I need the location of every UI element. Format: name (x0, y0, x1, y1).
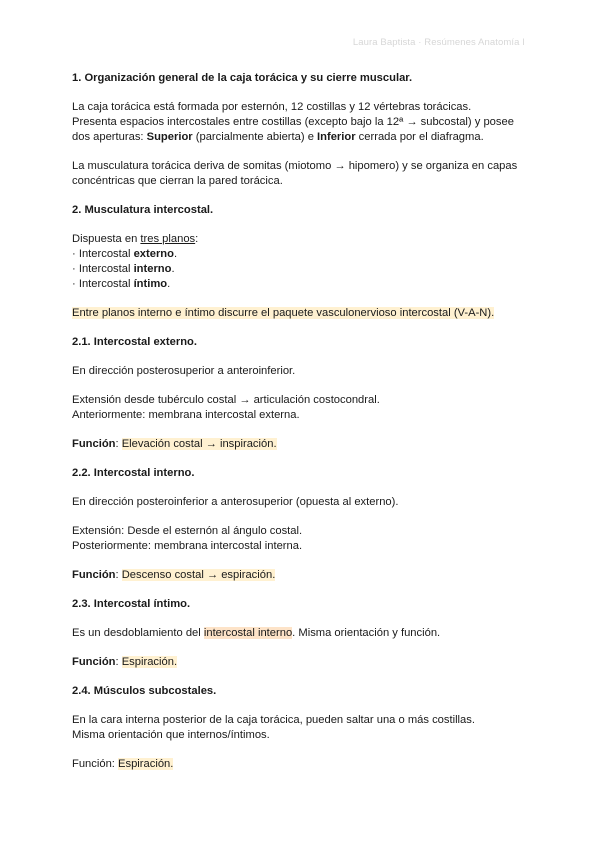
bold-term-superior: Superior (146, 131, 193, 143)
function-value: Elevación costal → inspiración. (121, 438, 277, 450)
list-item-prefix: · Intercostal (72, 248, 134, 260)
function-value: Descenso costal → espiración. (121, 569, 276, 581)
section-2-1-paragraph-2 (72, 393, 532, 423)
function-value: Espiración. (118, 758, 174, 770)
list-item-prefix: · Intercostal (72, 278, 134, 290)
highlighted-note: Entre planos interno e íntimo discurre el paquete vasculonervioso intercostal (V-A-N). (72, 307, 495, 319)
text: : (195, 233, 199, 245)
text: Es un desdoblamiento del (72, 627, 204, 639)
list-item-suffix: . (173, 248, 178, 260)
section-1-title: 1. Organización general de la caja torácica y su cierre muscular. (72, 72, 413, 84)
section-2-list (72, 232, 532, 292)
section-1-paragraph-2: La musculatura torácica deriva de somitas (miotomo → hipomero) y se organiza en capas concéntricas que cierran la pared torácica. (72, 160, 518, 187)
text: En la cara interna posterior de la caja torácica, pueden saltar una o más costillas. (72, 714, 475, 726)
document-content (72, 71, 532, 772)
section-2-3-function (72, 655, 532, 670)
list-item-prefix: · Intercostal (72, 263, 134, 275)
list-item-suffix: . (171, 263, 175, 275)
text: Presenta espacios intercostales entre costillas (excepto bajo la 12ª → subcostal) y posee dos aperturas: (72, 116, 514, 143)
text: La caja torácica está formada por esternón, 12 costillas y 12 vértebras torácicas. (72, 101, 472, 113)
text: Posteriormente: membrana intercostal interna. (72, 540, 303, 552)
section-2-2-title: 2.2. Intercostal interno. (72, 467, 195, 479)
section-2-3-title: 2.3. Intercostal íntimo. (72, 598, 191, 610)
section-2-1-function (72, 437, 532, 452)
section-2-title: 2. Musculatura intercostal. (72, 204, 214, 216)
text: (parcialmente abierta) e (192, 131, 318, 143)
text: Dispuesta en (72, 233, 141, 245)
list-item-bold: interno (133, 263, 172, 275)
list-item-suffix: . (167, 278, 171, 290)
text: Extensión: Desde el esternón al ángulo costal. (72, 525, 303, 537)
section-1-paragraph-1 (72, 100, 532, 145)
text: Misma orientación que internos/íntimos. (72, 729, 270, 741)
section-2-2-paragraph-1: En dirección posteroinferior a anterosuperior (opuesta al externo). (72, 496, 399, 508)
section-2-1-paragraph-1: En dirección posterosuperior a anteroinferior. (72, 365, 296, 377)
section-2-3-paragraph-1 (72, 626, 532, 641)
highlighted-term: intercostal interno (203, 627, 293, 639)
section-2-2-paragraph-2 (72, 524, 532, 554)
function-value: Espiración. (121, 656, 178, 668)
page-header: Laura Baptista · Resúmenes Anatomía I (352, 37, 525, 48)
section-2-note (72, 306, 532, 321)
text: Anteriormente: membrana intercostal externa. (72, 409, 300, 421)
list-item-bold: externo (133, 248, 174, 260)
text: Extensión desde tubérculo costal → articulación costocondral. (72, 394, 380, 406)
text: : (115, 656, 122, 668)
text: cerrada por el diafragma. (355, 131, 484, 143)
section-2-1-title: 2.1. Intercostal externo. (72, 336, 197, 348)
function-label: Función (72, 438, 116, 450)
function-label: Función: (72, 758, 119, 770)
section-2-4-function (72, 757, 532, 772)
section-2-2-function (72, 568, 532, 583)
underlined-text: tres planos (140, 233, 196, 245)
text: : (115, 438, 122, 450)
bold-term-inferior: Inferior (317, 131, 356, 143)
section-2-4-title: 2.4. Músculos subcostales. (72, 685, 217, 697)
section-2-4-paragraph-1 (72, 713, 532, 743)
list-item-bold: íntimo (133, 278, 168, 290)
text: : (115, 569, 122, 581)
function-label: Función (72, 569, 116, 581)
function-label: Función (72, 656, 116, 668)
text: . Misma orientación y función. (292, 627, 441, 639)
